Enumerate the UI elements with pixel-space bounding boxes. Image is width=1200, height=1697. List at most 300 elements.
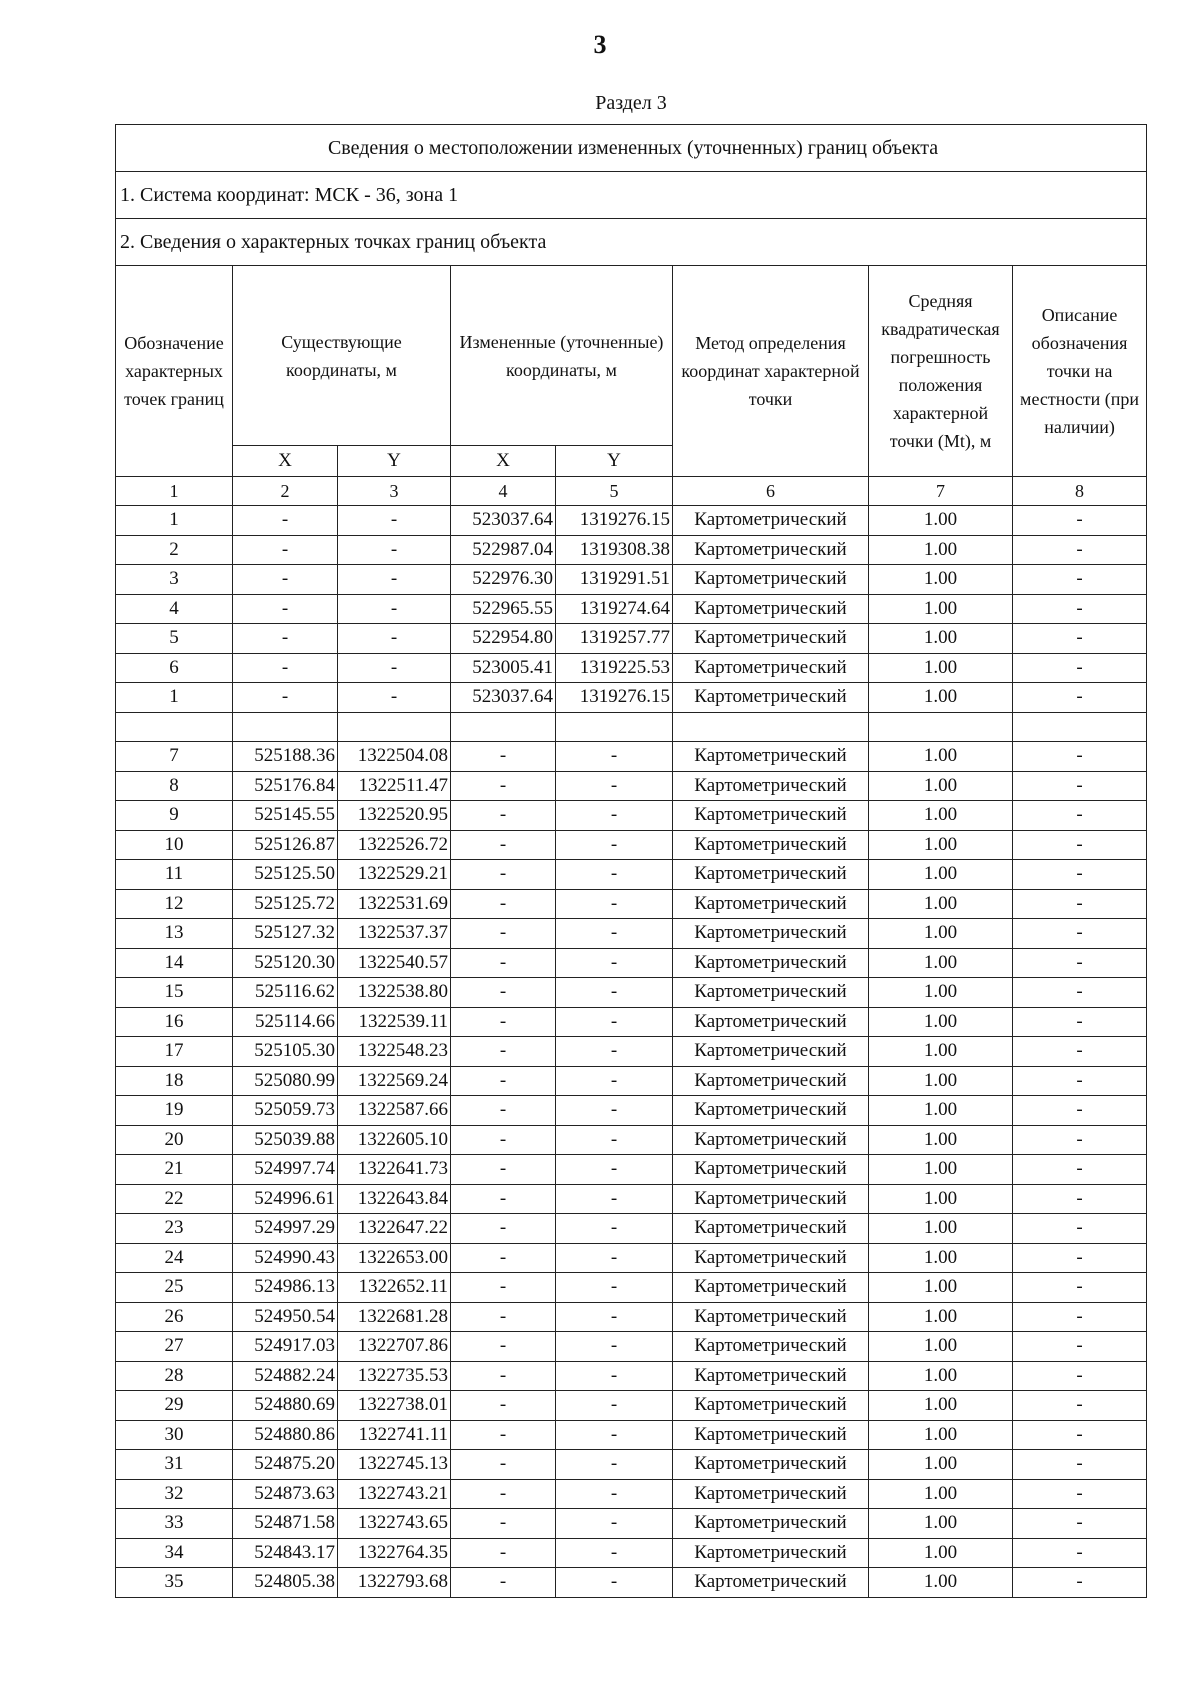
table-row (116, 889, 1147, 919)
table-row (116, 742, 1147, 772)
cell-description: - (1013, 1273, 1147, 1303)
cell-existing-x: 525120.30 (233, 948, 338, 978)
cell-method: Картометрический (673, 1420, 869, 1450)
cell-changed-y: - (556, 1509, 673, 1539)
cell-description: - (1013, 889, 1147, 919)
rows-group-existing (116, 742, 1147, 1598)
table-row (116, 801, 1147, 831)
cell-existing-y: 1322569.24 (338, 1066, 451, 1096)
cell-error-value: 1.00 (869, 1096, 1013, 1126)
cell-error-value: 1.00 (869, 1125, 1013, 1155)
header-x-existing: X (233, 446, 338, 477)
cell-existing-x: 525176.84 (233, 771, 338, 801)
cell-existing-x: 524880.86 (233, 1420, 338, 1450)
cell-existing-y: 1322707.86 (338, 1332, 451, 1362)
cell-existing-x: 525105.30 (233, 1037, 338, 1067)
header-method: Метод определения координат характерной точки (673, 266, 869, 477)
cell-changed-x: 523037.64 (451, 683, 556, 713)
cell-existing-x: 524990.43 (233, 1243, 338, 1273)
cell-method: Картометрический (673, 860, 869, 890)
table-row (116, 1273, 1147, 1303)
cell-changed-y: - (556, 919, 673, 949)
cell-point-id: 5 (116, 624, 233, 654)
cell-existing-y: 1322529.21 (338, 860, 451, 890)
header-point-designation: Обозначение характерных точек границ (116, 266, 233, 477)
header-x-changed: X (451, 446, 556, 477)
cell-existing-x: 525125.72 (233, 889, 338, 919)
cell-point-id: 19 (116, 1096, 233, 1126)
cell-existing-y: - (338, 683, 451, 713)
table-row (116, 1302, 1147, 1332)
table-row (116, 1479, 1147, 1509)
cell-error-value: 1.00 (869, 535, 1013, 565)
cell-error-value: 1.00 (869, 1450, 1013, 1480)
cell-existing-y: 1322531.69 (338, 889, 451, 919)
cell-changed-y: - (556, 1450, 673, 1480)
table-row (116, 1066, 1147, 1096)
cell-description: - (1013, 860, 1147, 890)
table-row (116, 535, 1147, 565)
table-row (116, 860, 1147, 890)
cell-point-id: 25 (116, 1273, 233, 1303)
cell-description: - (1013, 1155, 1147, 1185)
cell-changed-x: - (451, 1420, 556, 1450)
cell-existing-x: 525145.55 (233, 801, 338, 831)
table-row (116, 1184, 1147, 1214)
cell-changed-x: - (451, 1509, 556, 1539)
cell-description: - (1013, 1450, 1147, 1480)
cell-error-value: 1.00 (869, 742, 1013, 772)
cell-existing-x: 524986.13 (233, 1273, 338, 1303)
cell-changed-y: - (556, 1066, 673, 1096)
cell-existing-y: 1322743.65 (338, 1509, 451, 1539)
cell-error-value: 1.00 (869, 1361, 1013, 1391)
cell-changed-x: - (451, 801, 556, 831)
cell-existing-y: - (338, 624, 451, 654)
points-heading: 2. Сведения о характерных точках границ объекта (116, 219, 1147, 266)
cell-description: - (1013, 1538, 1147, 1568)
table-row (116, 1420, 1147, 1450)
cell-existing-x: 525039.88 (233, 1125, 338, 1155)
table-row (116, 830, 1147, 860)
cell-error-value: 1.00 (869, 771, 1013, 801)
cell-existing-y: 1322540.57 (338, 948, 451, 978)
cell-description: - (1013, 1066, 1147, 1096)
table-row (116, 1538, 1147, 1568)
cell-existing-x: 525127.32 (233, 919, 338, 949)
cell-method: Картометрический (673, 1479, 869, 1509)
cell-error-value: 1.00 (869, 1184, 1013, 1214)
cell-point-id: 29 (116, 1391, 233, 1421)
cell-changed-x: 522976.30 (451, 565, 556, 595)
cell-error-value: 1.00 (869, 948, 1013, 978)
cell-existing-x: 525126.87 (233, 830, 338, 860)
cell-method: Картометрический (673, 1007, 869, 1037)
cell-changed-x: - (451, 1450, 556, 1480)
cell-existing-y: 1322741.11 (338, 1420, 451, 1450)
cell-method: Картометрический (673, 594, 869, 624)
cell-changed-y: - (556, 1332, 673, 1362)
cell-method: Картометрический (673, 1302, 869, 1332)
cell-changed-y: - (556, 1420, 673, 1450)
cell-description: - (1013, 948, 1147, 978)
cell-existing-y: 1322520.95 (338, 801, 451, 831)
table-title: Сведения о местоположении измененных (уточненных) границ объекта (116, 125, 1147, 172)
column-number: 8 (1013, 477, 1147, 506)
cell-point-id: 16 (116, 1007, 233, 1037)
cell-point-id: 24 (116, 1243, 233, 1273)
cell-changed-x: - (451, 1125, 556, 1155)
cell-point-id: 11 (116, 860, 233, 890)
table-row (116, 1125, 1147, 1155)
cell-error-value: 1.00 (869, 1302, 1013, 1332)
cell-changed-x: - (451, 742, 556, 772)
cell-error-value: 1.00 (869, 1391, 1013, 1421)
cell-point-id: 33 (116, 1509, 233, 1539)
header-error: Средняя квадратическая погрешность положения характерной точки (Mt), м (869, 266, 1013, 477)
cell-existing-y: 1322504.08 (338, 742, 451, 772)
cell-description: - (1013, 1391, 1147, 1421)
cell-existing-y: 1322681.28 (338, 1302, 451, 1332)
cell-point-id: 8 (116, 771, 233, 801)
cell-existing-y: 1322653.00 (338, 1243, 451, 1273)
table-row (116, 978, 1147, 1008)
cell-existing-x: 524950.54 (233, 1302, 338, 1332)
cell-error-value: 1.00 (869, 1243, 1013, 1273)
cell-changed-y: 1319291.51 (556, 565, 673, 595)
table-row (116, 771, 1147, 801)
cell-error-value: 1.00 (869, 860, 1013, 890)
cell-method: Картометрический (673, 889, 869, 919)
cell-description: - (1013, 1420, 1147, 1450)
cell-description: - (1013, 1479, 1147, 1509)
cell-description: - (1013, 1243, 1147, 1273)
cell-changed-y: 1319257.77 (556, 624, 673, 654)
cell-description: - (1013, 653, 1147, 683)
cell-description: - (1013, 978, 1147, 1008)
cell-description: - (1013, 1007, 1147, 1037)
cell-existing-x: - (233, 683, 338, 713)
cell-point-id: 12 (116, 889, 233, 919)
cell-changed-x: - (451, 919, 556, 949)
cell-error-value: 1.00 (869, 1568, 1013, 1598)
cell-changed-y: - (556, 1037, 673, 1067)
cell-error-value: 1.00 (869, 506, 1013, 536)
cell-existing-x: 524917.03 (233, 1332, 338, 1362)
table-row (116, 1243, 1147, 1273)
cell-changed-y: - (556, 1302, 673, 1332)
cell-method: Картометрический (673, 1509, 869, 1539)
table-row (116, 565, 1147, 595)
cell-existing-x: 524805.38 (233, 1568, 338, 1598)
cell-changed-x: 522954.80 (451, 624, 556, 654)
cell-changed-x: - (451, 1479, 556, 1509)
cell-point-id: 34 (116, 1538, 233, 1568)
cell-changed-y: - (556, 771, 673, 801)
cell-point-id: 4 (116, 594, 233, 624)
cell-existing-y: 1322587.66 (338, 1096, 451, 1126)
cell-existing-y: - (338, 565, 451, 595)
cell-error-value: 1.00 (869, 1538, 1013, 1568)
cell-existing-y: 1322743.21 (338, 1479, 451, 1509)
cell-changed-y: - (556, 860, 673, 890)
cell-existing-y: - (338, 653, 451, 683)
cell-existing-x: - (233, 594, 338, 624)
cell-error-value: 1.00 (869, 683, 1013, 713)
cell-existing-y: 1322641.73 (338, 1155, 451, 1185)
cell-existing-x: 524871.58 (233, 1509, 338, 1539)
cell-existing-x: 524996.61 (233, 1184, 338, 1214)
cell-changed-x: - (451, 860, 556, 890)
cell-point-id: 30 (116, 1420, 233, 1450)
table-row (116, 506, 1147, 536)
coordinate-system: 1. Система координат: МСК - 36, зона 1 (116, 172, 1147, 219)
cell-changed-x: 522965.55 (451, 594, 556, 624)
cell-existing-x: - (233, 653, 338, 683)
cell-existing-y: 1322793.68 (338, 1568, 451, 1598)
cell-changed-y: 1319308.38 (556, 535, 673, 565)
column-number: 7 (869, 477, 1013, 506)
cell-existing-x: 525059.73 (233, 1096, 338, 1126)
cell-point-id: 3 (116, 565, 233, 595)
table-row (116, 1391, 1147, 1421)
cell-description: - (1013, 565, 1147, 595)
cell-point-id: 9 (116, 801, 233, 831)
column-number: 6 (673, 477, 869, 506)
rows-group-changed (116, 506, 1147, 713)
cell-existing-y: 1322647.22 (338, 1214, 451, 1244)
cell-point-id: 35 (116, 1568, 233, 1598)
cell-existing-x: - (233, 535, 338, 565)
page-number: 3 (593, 30, 607, 59)
cell-changed-y: - (556, 1361, 673, 1391)
section-label: Раздел 3 (595, 92, 667, 114)
cell-changed-x: - (451, 1302, 556, 1332)
cell-existing-x: 525188.36 (233, 742, 338, 772)
cell-changed-x: - (451, 1066, 556, 1096)
cell-point-id: 1 (116, 683, 233, 713)
cell-existing-y: 1322548.23 (338, 1037, 451, 1067)
cell-existing-y: 1322643.84 (338, 1184, 451, 1214)
cell-existing-y: 1322511.47 (338, 771, 451, 801)
table-row (116, 1007, 1147, 1037)
cell-error-value: 1.00 (869, 1037, 1013, 1067)
cell-changed-x: - (451, 1184, 556, 1214)
cell-method: Картометрический (673, 771, 869, 801)
cell-existing-y: 1322738.01 (338, 1391, 451, 1421)
table-row (116, 1450, 1147, 1480)
cell-existing-y: 1322745.13 (338, 1450, 451, 1480)
cell-existing-x: - (233, 565, 338, 595)
cell-existing-y: 1322526.72 (338, 830, 451, 860)
cell-existing-y: - (338, 506, 451, 536)
cell-description: - (1013, 1096, 1147, 1126)
cell-existing-x: - (233, 624, 338, 654)
table-row (116, 683, 1147, 713)
cell-changed-y: - (556, 1155, 673, 1185)
cell-description: - (1013, 1302, 1147, 1332)
header-y-changed: Y (556, 446, 673, 477)
blank-separator (116, 712, 1147, 742)
cell-existing-x: 525116.62 (233, 978, 338, 1008)
cell-existing-y: 1322537.37 (338, 919, 451, 949)
cell-point-id: 1 (116, 506, 233, 536)
cell-existing-y: 1322764.35 (338, 1538, 451, 1568)
cell-changed-x: 522987.04 (451, 535, 556, 565)
cell-error-value: 1.00 (869, 830, 1013, 860)
cell-method: Картометрический (673, 1332, 869, 1362)
cell-error-value: 1.00 (869, 1214, 1013, 1244)
cell-changed-x: - (451, 948, 556, 978)
cell-error-value: 1.00 (869, 919, 1013, 949)
cell-point-id: 31 (116, 1450, 233, 1480)
cell-method: Картометрический (673, 1125, 869, 1155)
cell-existing-y: 1322538.80 (338, 978, 451, 1008)
cell-existing-x: 524997.29 (233, 1214, 338, 1244)
cell-changed-x: - (451, 1391, 556, 1421)
cell-changed-x: - (451, 1096, 556, 1126)
cell-changed-x: - (451, 1037, 556, 1067)
table-row (116, 919, 1147, 949)
cell-description: - (1013, 1125, 1147, 1155)
cell-description: - (1013, 801, 1147, 831)
cell-method: Картометрический (673, 1391, 869, 1421)
cell-error-value: 1.00 (869, 1479, 1013, 1509)
cell-method: Картометрический (673, 1096, 869, 1126)
cell-description: - (1013, 594, 1147, 624)
cell-error-value: 1.00 (869, 653, 1013, 683)
cell-existing-y: 1322539.11 (338, 1007, 451, 1037)
cell-error-value: 1.00 (869, 624, 1013, 654)
cell-description: - (1013, 1332, 1147, 1362)
cell-changed-y: - (556, 1184, 673, 1214)
cell-method: Картометрический (673, 919, 869, 949)
cell-point-id: 22 (116, 1184, 233, 1214)
cell-description: - (1013, 683, 1147, 713)
cell-changed-x: - (451, 1568, 556, 1598)
cell-error-value: 1.00 (869, 1066, 1013, 1096)
column-number: 2 (233, 477, 338, 506)
cell-method: Картометрический (673, 1037, 869, 1067)
cell-changed-y: - (556, 1096, 673, 1126)
cell-point-id: 7 (116, 742, 233, 772)
table-row (116, 624, 1147, 654)
cell-existing-x: 524843.17 (233, 1538, 338, 1568)
cell-changed-x: - (451, 1214, 556, 1244)
cell-existing-x: 524873.63 (233, 1479, 338, 1509)
cell-method: Картометрический (673, 1184, 869, 1214)
header-y-existing: Y (338, 446, 451, 477)
cell-changed-y: 1319225.53 (556, 653, 673, 683)
cell-changed-y: - (556, 1391, 673, 1421)
cell-changed-x: - (451, 1361, 556, 1391)
cell-changed-y: - (556, 1214, 673, 1244)
cell-changed-x: - (451, 978, 556, 1008)
cell-existing-x: - (233, 506, 338, 536)
cell-method: Картометрический (673, 830, 869, 860)
cell-existing-x: 525080.99 (233, 1066, 338, 1096)
cell-changed-x: - (451, 1155, 556, 1185)
cell-method: Картометрический (673, 1361, 869, 1391)
cell-method: Картометрический (673, 535, 869, 565)
cell-changed-x: - (451, 1538, 556, 1568)
cell-changed-x: - (451, 1273, 556, 1303)
cell-existing-x: 525114.66 (233, 1007, 338, 1037)
cell-method: Картометрический (673, 801, 869, 831)
cell-changed-y: 1319276.15 (556, 506, 673, 536)
cell-method: Картометрический (673, 506, 869, 536)
cell-method: Картометрический (673, 624, 869, 654)
cell-existing-y: 1322605.10 (338, 1125, 451, 1155)
cell-changed-y: 1319274.64 (556, 594, 673, 624)
cell-point-id: 17 (116, 1037, 233, 1067)
cell-changed-y: - (556, 1273, 673, 1303)
cell-method: Картометрический (673, 978, 869, 1008)
header-existing-coords: Существующие координаты, м (233, 266, 451, 446)
header-description: Описание обозначения точки на местности (при наличии) (1013, 266, 1147, 477)
blank-row (116, 712, 1147, 742)
cell-error-value: 1.00 (869, 1007, 1013, 1037)
cell-changed-x: - (451, 1243, 556, 1273)
boundary-points-table (115, 124, 1147, 1598)
cell-changed-x: 523037.64 (451, 506, 556, 536)
cell-point-id: 6 (116, 653, 233, 683)
cell-changed-y: - (556, 742, 673, 772)
column-number: 5 (556, 477, 673, 506)
table-row (116, 1361, 1147, 1391)
column-number: 4 (451, 477, 556, 506)
cell-changed-y: - (556, 978, 673, 1008)
cell-error-value: 1.00 (869, 1509, 1013, 1539)
cell-method: Картометрический (673, 1243, 869, 1273)
table-row (116, 1037, 1147, 1067)
cell-changed-y: - (556, 1243, 673, 1273)
cell-existing-x: 525125.50 (233, 860, 338, 890)
table-row (116, 1332, 1147, 1362)
cell-description: - (1013, 1037, 1147, 1067)
cell-changed-y: - (556, 1538, 673, 1568)
cell-changed-y: 1319276.15 (556, 683, 673, 713)
column-numbers-row (116, 477, 1147, 506)
header-changed-coords: Измененные (уточненные) координаты, м (451, 266, 673, 446)
cell-point-id: 23 (116, 1214, 233, 1244)
cell-changed-y: - (556, 889, 673, 919)
cell-changed-y: - (556, 1125, 673, 1155)
cell-changed-y: - (556, 801, 673, 831)
cell-error-value: 1.00 (869, 565, 1013, 595)
cell-point-id: 28 (116, 1361, 233, 1391)
cell-point-id: 26 (116, 1302, 233, 1332)
cell-existing-x: 524997.74 (233, 1155, 338, 1185)
cell-description: - (1013, 1214, 1147, 1244)
cell-point-id: 27 (116, 1332, 233, 1362)
cell-existing-x: 524880.69 (233, 1391, 338, 1421)
cell-description: - (1013, 830, 1147, 860)
table-row (116, 1214, 1147, 1244)
column-number: 1 (116, 477, 233, 506)
cell-point-id: 32 (116, 1479, 233, 1509)
cell-changed-y: - (556, 1568, 673, 1598)
cell-error-value: 1.00 (869, 1273, 1013, 1303)
cell-point-id: 14 (116, 948, 233, 978)
cell-method: Картометрический (673, 948, 869, 978)
cell-method: Картометрический (673, 742, 869, 772)
table-row (116, 653, 1147, 683)
table-row (116, 1509, 1147, 1539)
cell-existing-x: 524882.24 (233, 1361, 338, 1391)
cell-method: Картометрический (673, 565, 869, 595)
cell-changed-x: - (451, 889, 556, 919)
